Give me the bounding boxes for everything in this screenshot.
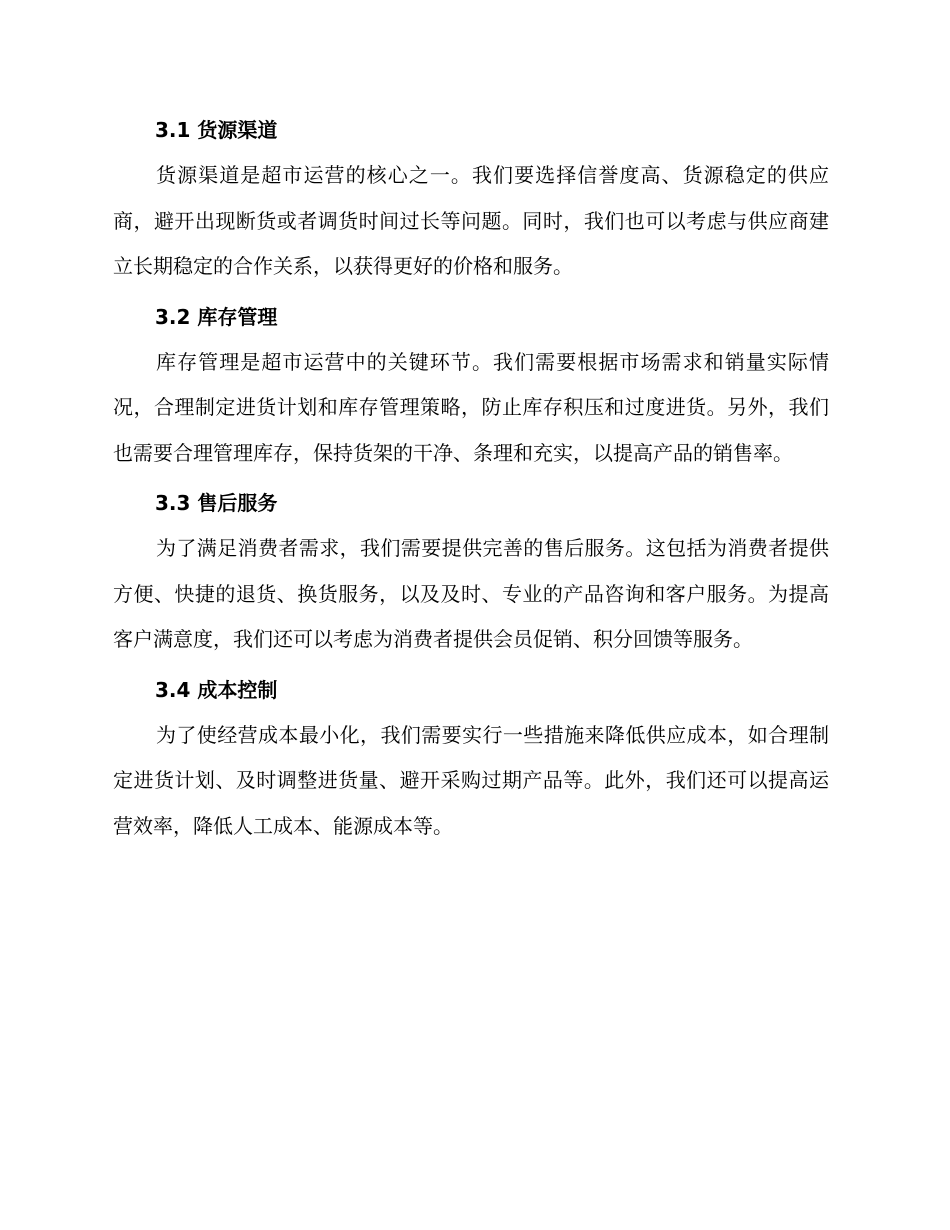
section-cost-control <box>113 667 829 850</box>
section-heading: 3.2 库存管理 <box>155 304 278 329</box>
section-paragraph: 货源渠道是超市运营的核心之一。我们要选择信誉度高、货源稳定的供应商，避开出现断货或者调货时间过长等问题。同时，我们也可以考虑与供应商建立长期稳定的合作关系，以获得更好的价格和服务。 <box>113 163 829 278</box>
section-after-sales-service <box>113 480 829 663</box>
document-content <box>113 107 829 853</box>
section-heading: 3.4 成本控制 <box>155 677 278 702</box>
section-paragraph: 库存管理是超市运营中的关键环节。我们需要根据市场需求和销量实际情况，合理制定进货计划和库存管理策略，防止库存积压和过度进货。另外，我们也需要合理管理库存，保持货架的干净、条理和充实，以提高产品的销售率。 <box>113 349 829 465</box>
section-inventory-management <box>113 294 829 477</box>
section-paragraph: 为了使经营成本最小化，我们需要实行一些措施来降低供应成本，如合理制定进货计划、及时调整进货量、避开采购过期产品等。此外，我们还可以提高运营效率，降低人工成本、能源成本等。 <box>113 722 829 838</box>
section-supply-channels <box>113 107 829 290</box>
section-heading: 3.1 货源渠道 <box>155 118 278 142</box>
section-paragraph: 为了满足消费者需求，我们需要提供完善的售后服务。这包括为消费者提供方便、快捷的退货、换货服务，以及及时、专业的产品咨询和客户服务。为提高客户满意度，我们还可以考虑为消费者提供会员促销、积分回馈等服务。 <box>113 536 829 651</box>
section-heading: 3.3 售后服务 <box>155 491 278 515</box>
